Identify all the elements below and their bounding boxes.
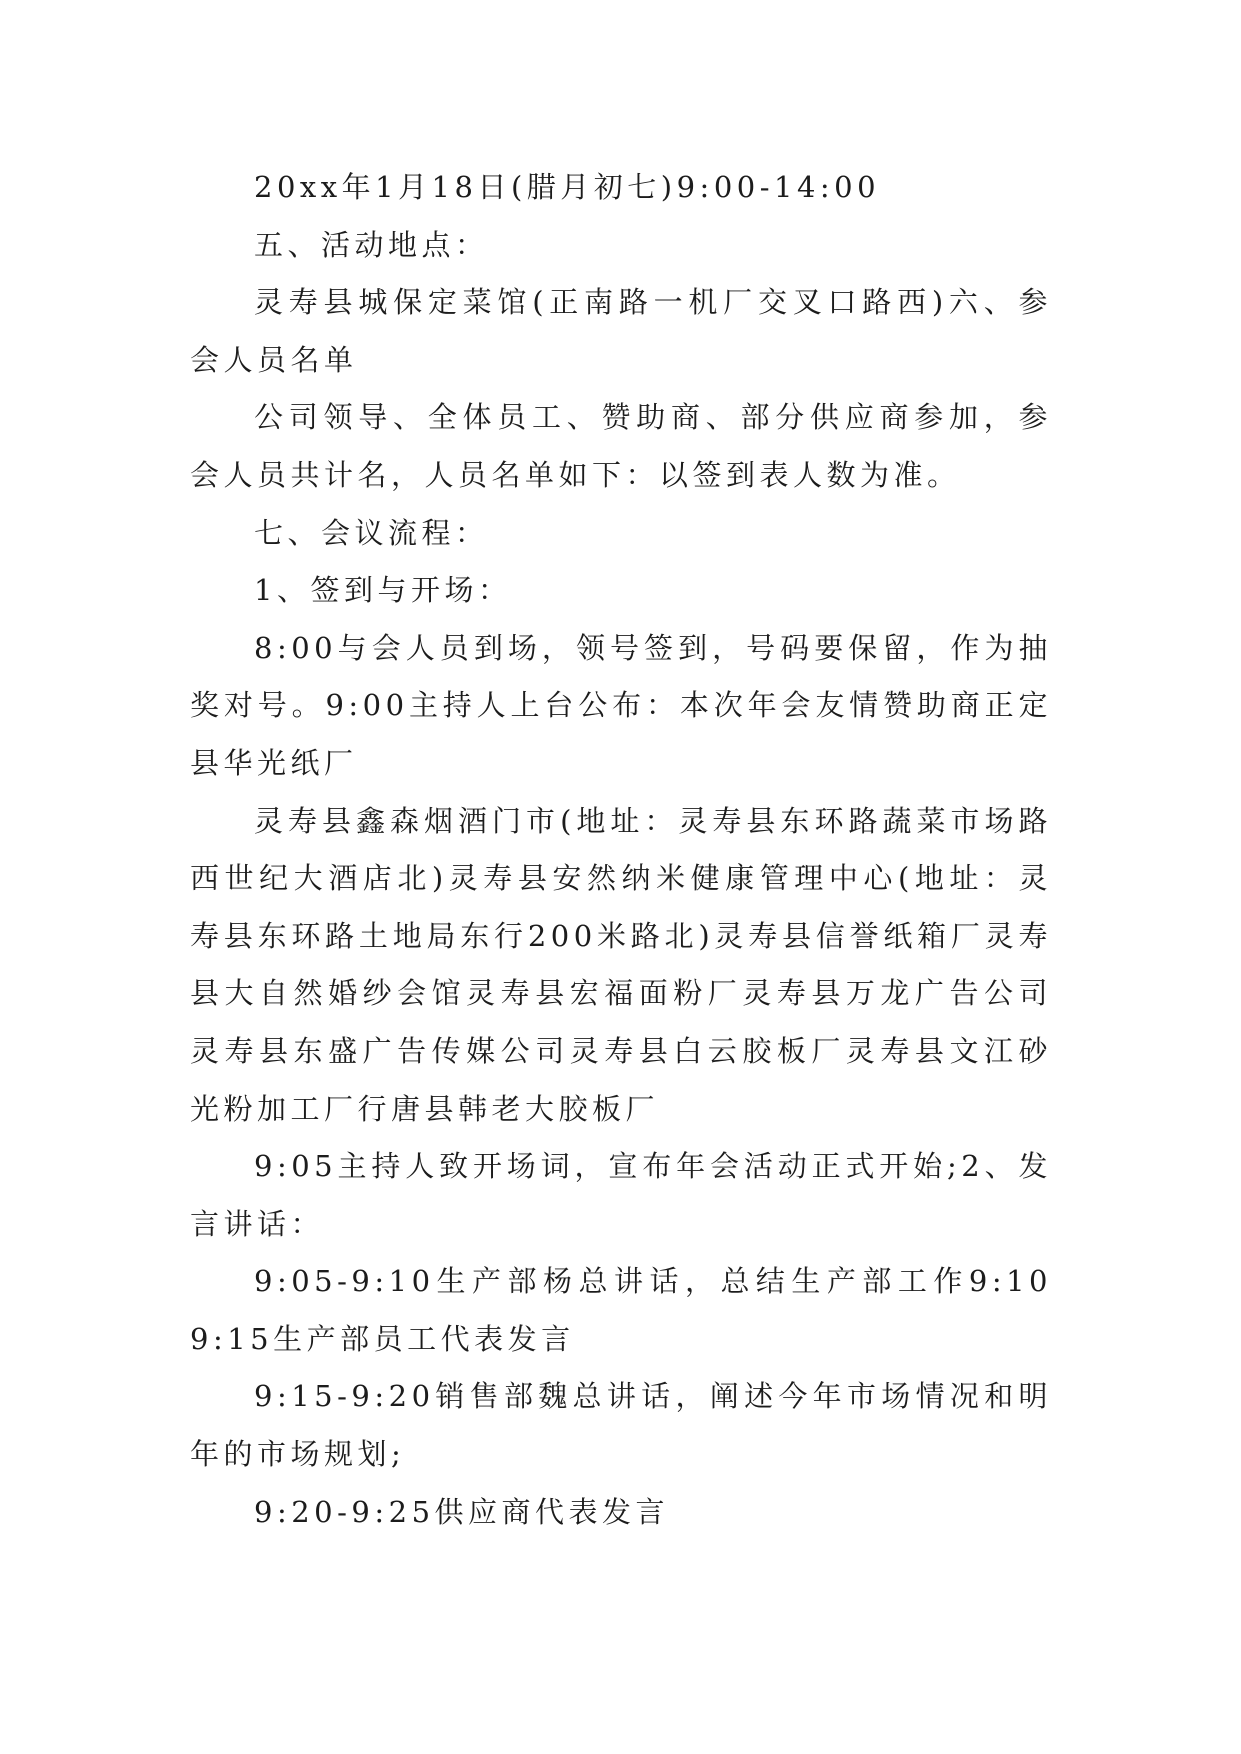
paragraph-sponsors: 灵寿县鑫森烟酒门市(地址：灵寿县东环路蔬菜市场路西世纪大酒店北)灵寿县安然纳米健康管理中心(地址：灵寿县东环路土地局东行200米路北)灵寿县信誉纸箱厂灵寿县大自然婚纱会馆灵寿县宏福面粉厂灵寿县万龙广告公司灵寿县东盛广告传媒公司灵寿县白云胶板厂灵寿县文江砂光粉加工厂行唐县韩老大胶板厂 [190,803,1052,1126]
paragraph-sales-speech: 9:15-9:20销售部魏总讲话，阐述今年市场情况和明年的市场规划; [190,1379,1052,1472]
paragraph-sign-in: 8:00与会人员到场，领号签到，号码要保留，作为抽奖对号。9:00主持人上台公布：本次年会友情赞助商正定县华光纸厂 [190,630,1052,780]
heading-event-location: 五、活动地点： [254,227,489,262]
paragraph-location-and-attendees-heading: 灵寿县城保定菜馆(正南路一机厂交叉口路西)六、参会人员名单 [190,285,1052,377]
heading-sign-in-opening: 1、签到与开场： [254,573,512,608]
paragraph-event-time: 20xx年1月18日(腊月初七)9:00-14:00 [254,170,881,204]
paragraph-attendees: 公司领导、全体员工、赞助商、部分供应商参加，参会人员共计名，人员名单如下：以签到表人数为准。 [190,400,1052,492]
heading-meeting-agenda: 七、会议流程： [254,515,489,550]
document-body [190,159,1052,1541]
paragraph-production-speech: 9:05-9:10生产部杨总讲话，总结生产部工作9:109:15生产部员工代表发言 [190,1264,1052,1356]
paragraph-opening-speech: 9:05主持人致开场词，宣布年会活动正式开始;2、发言讲话： [190,1149,1052,1241]
paragraph-supplier-speech: 9:20-9:25供应商代表发言 [254,1494,670,1529]
